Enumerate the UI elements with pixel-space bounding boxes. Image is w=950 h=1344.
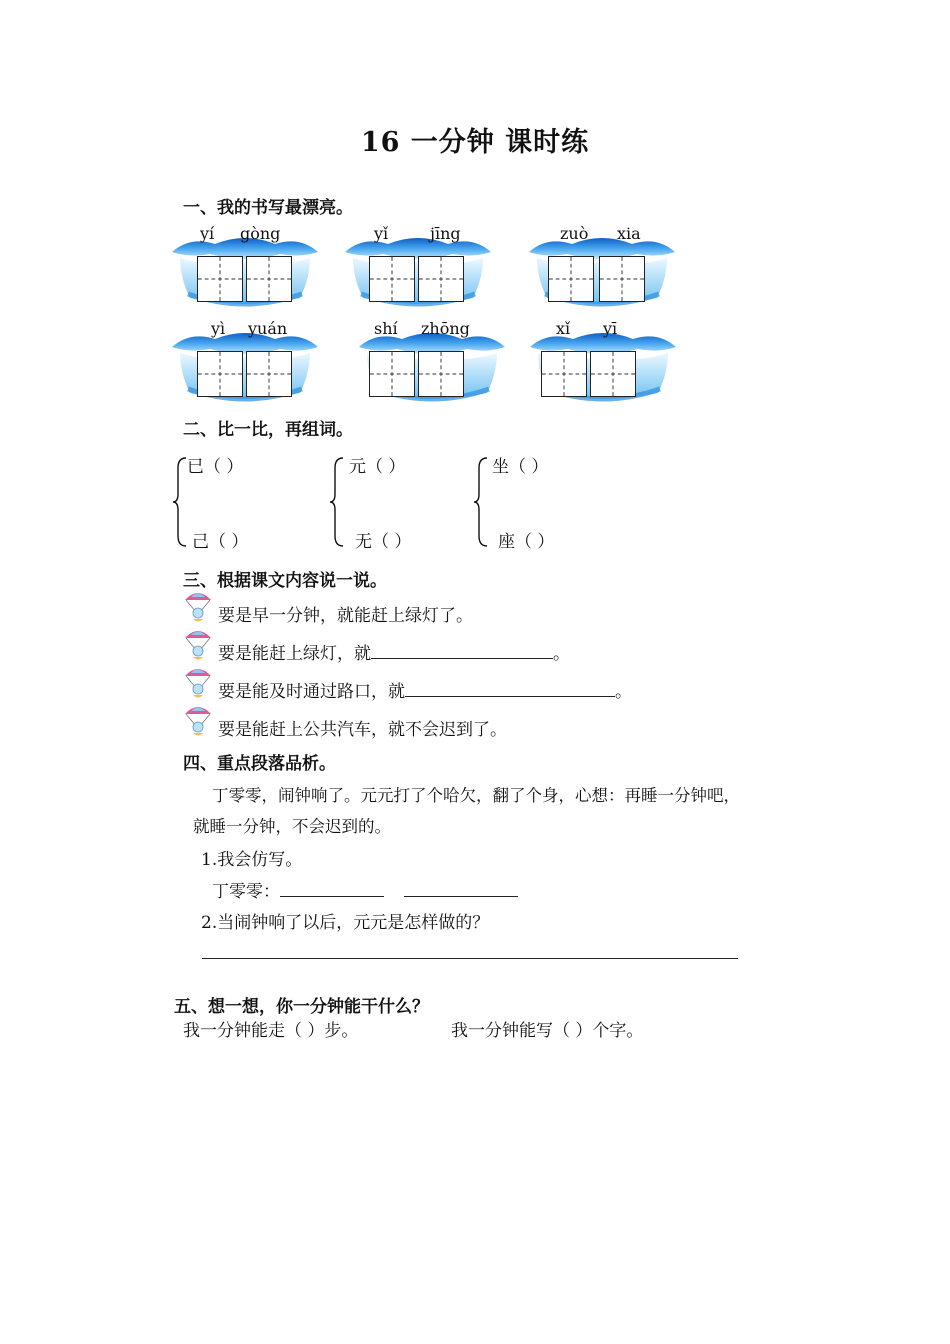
compare-word-top: 坐（ ） [492, 457, 549, 477]
writing-cell[interactable] [197, 351, 243, 397]
activity-write: 我一分钟能写（ ）个字。 [451, 1021, 644, 1041]
answer-blank[interactable] [404, 878, 518, 897]
writing-cell[interactable] [369, 256, 415, 302]
pinyin: xia [617, 224, 641, 243]
question-2: 2.当闹钟响了以后，元元是怎样做的？ [201, 913, 490, 933]
sentence-text: 要是能赶上绿灯，就 [218, 644, 371, 664]
sentence-end: 。 [615, 682, 632, 702]
writing-cell[interactable] [197, 256, 243, 302]
writing-cell[interactable] [599, 256, 645, 302]
question-1: 1.我会仿写。 [201, 850, 303, 870]
sentence-text: 要是能赶上公共汽车，就不会迟到了。 [218, 720, 507, 740]
passage-line-1: 丁零零，闹钟响了。元元打了个哈欠，翻了个身，心想：再睡一分钟吧， [212, 786, 740, 805]
section4-heading: 四、重点段落品析。 [183, 754, 336, 774]
writing-cell[interactable] [418, 351, 464, 397]
answer-blank[interactable] [280, 878, 384, 897]
pinyin: xǐ [556, 319, 571, 338]
sentence-line [218, 639, 570, 664]
parachute-icon [183, 588, 213, 624]
section3-heading: 三、根据课文内容说一说。 [183, 571, 387, 591]
compare-word-bottom: 座（ ） [498, 532, 555, 552]
pinyin: yì [211, 319, 226, 338]
activity-walk: 我一分钟能走（ ）步。 [183, 1021, 359, 1041]
pinyin: shí [374, 319, 398, 338]
answer-blank[interactable] [371, 640, 553, 659]
brace-icon [473, 456, 489, 548]
writing-group-4 [170, 323, 320, 407]
wave-frame-decoration [170, 323, 320, 403]
brace-icon [329, 456, 345, 548]
writing-cell[interactable] [548, 256, 594, 302]
writing-cell[interactable] [590, 351, 636, 397]
passage-line-2: 就睡一分钟，不会迟到的。 [193, 817, 391, 836]
compare-word-bottom: 无（ ） [355, 532, 412, 552]
sentence-text: 要是早一分钟，就能赶上绿灯了。 [218, 606, 473, 626]
section1-heading: 一、我的书写最漂亮。 [183, 198, 353, 218]
answer-line[interactable] [202, 958, 738, 959]
pinyin: zhōng [421, 319, 470, 338]
sentence-text: 要是能及时通过路口，就 [218, 682, 405, 702]
writing-cell[interactable] [418, 256, 464, 302]
section2-heading: 二、比一比，再组词。 [183, 420, 353, 440]
parachute-icon [183, 664, 213, 700]
pinyin: jīng [430, 224, 461, 243]
pinyin: zuò [560, 224, 589, 243]
writing-cell[interactable] [246, 351, 292, 397]
compare-word-top: 元（ ） [349, 457, 406, 477]
pinyin: yuán [248, 319, 288, 338]
parachute-icon [183, 702, 213, 738]
pinyin: yī [603, 319, 618, 338]
writing-cell[interactable] [541, 351, 587, 397]
sentence-line [218, 715, 507, 740]
brace-icon [172, 456, 188, 548]
parachute-icon [183, 626, 213, 662]
writing-cell[interactable] [369, 351, 415, 397]
writing-cell[interactable] [246, 256, 292, 302]
pinyin: yí [200, 224, 215, 243]
sentence-end: 。 [553, 644, 570, 664]
sentence-line [218, 677, 632, 702]
pinyin: gòng [240, 224, 281, 243]
compare-word-top: 已（ ） [187, 457, 244, 477]
section5-heading: 五、想一想，你一分钟能干什么？ [174, 997, 429, 1017]
imitation-prefix: 丁零零： [212, 882, 280, 902]
pinyin: yǐ [374, 224, 389, 243]
sentence-line [218, 601, 473, 626]
imitation-line [212, 877, 518, 902]
compare-word-bottom: 己（ ） [192, 532, 249, 552]
page-title: 16 一分钟 课时练 [360, 127, 590, 158]
answer-blank[interactable] [405, 678, 615, 697]
